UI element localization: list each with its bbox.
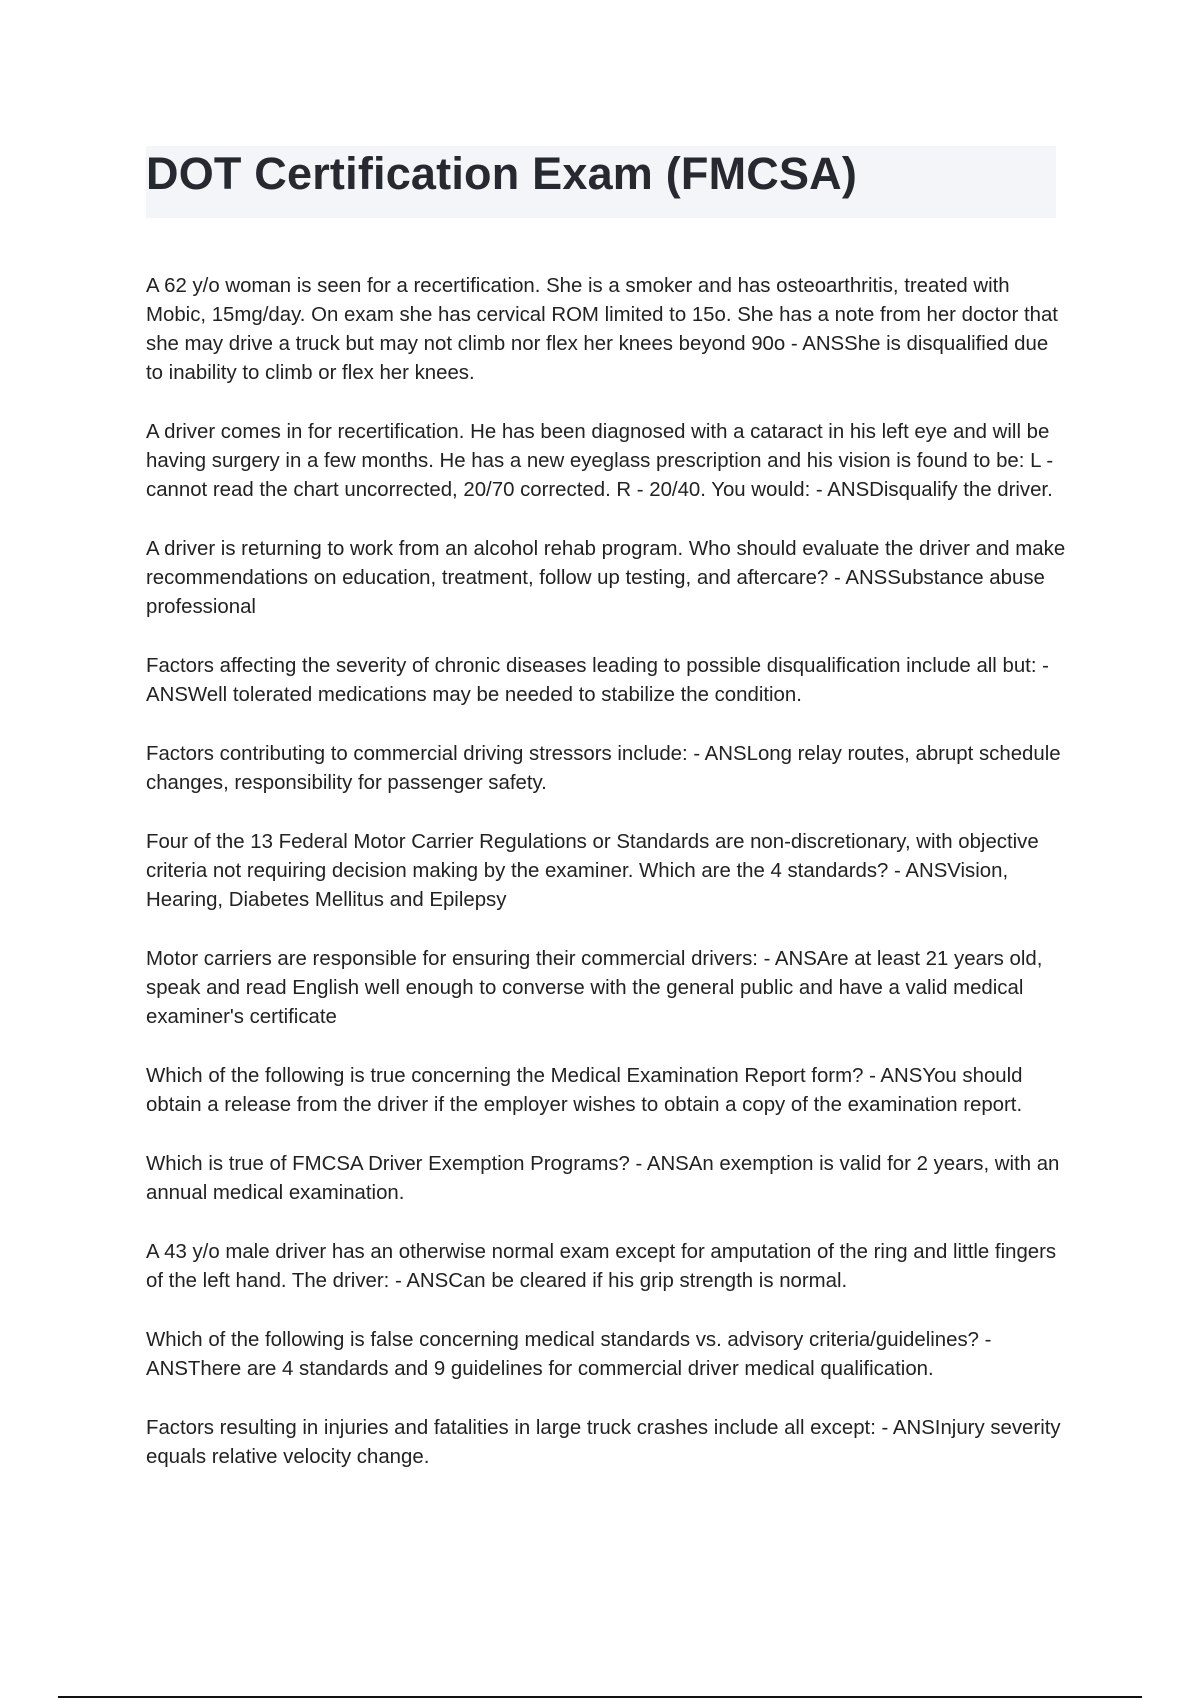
- qa-item-10: A 43 y/o male driver has an otherwise normal exam except for amputation of the ring and little fingers of the left hand. The driver: - ANSCan be cleared if his grip strength is normal.: [146, 1241, 1057, 1292]
- qa-item-9: Which is true of FMCSA Driver Exemption Programs? - ANSAn exemption is valid for 2 years, with an annual medical examination.: [146, 1153, 1060, 1204]
- qa-item-5: Factors contributing to commercial driving stressors include: - ANSLong relay routes, abrupt schedule changes, responsibility for passenger safety.: [146, 743, 1061, 794]
- qa-item-4: Factors affecting the severity of chronic diseases leading to possible disqualification include all but: - ANSWell tolerated medications may be needed to stabilize the condition.: [146, 655, 1049, 706]
- qa-item-11: Which of the following is false concerning medical standards vs. advisory criteria/guidelines? - ANSThere are 4 standards and 9 guidelines for commercial driver medical qualification.: [146, 1329, 992, 1380]
- qa-item-3: A driver is returning to work from an alcohol rehab program. Who should evaluate the driver and make recommendations on education, treatment, follow up testing, and aftercare? - ANSSubstance abuse professional: [146, 538, 1066, 618]
- qa-item-6: Four of the 13 Federal Motor Carrier Regulations or Standards are non-discretionary, with objective criteria not requiring decision making by the examiner. Which are the 4 standards? - ANSVision, Hearing, Diabetes Mellitus and Epilepsy: [146, 831, 1039, 911]
- qa-item-2: A driver comes in for recertification. He has been diagnosed with a cataract in his left eye and will be having surgery in a few months. He has a new eyeglass prescription and his vision is found to be: L - cannot read the chart uncorrected, 20/70 corrected. R - 20/40. You would: - ANSDisqualify the driver.: [146, 421, 1054, 501]
- document-title: DOT Certification Exam (FMCSA): [146, 148, 858, 199]
- qa-list: [146, 272, 1066, 1502]
- footer-divider: [58, 1696, 1142, 1698]
- qa-item-7: Motor carriers are responsible for ensuring their commercial drivers: - ANSAre at least 21 years old, speak and read English well enough to converse with the general public and have a valid medical examiner's certificate: [146, 948, 1043, 1028]
- qa-item-8: Which of the following is true concerning the Medical Examination Report form? - ANSYou should obtain a release from the driver if the employer wishes to obtain a copy of the examination report.: [146, 1065, 1023, 1116]
- qa-item-12: Factors resulting in injuries and fatalities in large truck crashes include all except: - ANSInjury severity equals relative velocity change.: [146, 1417, 1061, 1468]
- qa-item-1: A 62 y/o woman is seen for a recertification. She is a smoker and has osteoarthritis, treated with Mobic, 15mg/day. On exam she has cervical ROM limited to 15o. She has a note from her doctor that she may drive a truck but may not climb nor flex her knees beyond 90o - ANSShe is disqualified due to inability to climb or flex her knees.: [146, 275, 1058, 384]
